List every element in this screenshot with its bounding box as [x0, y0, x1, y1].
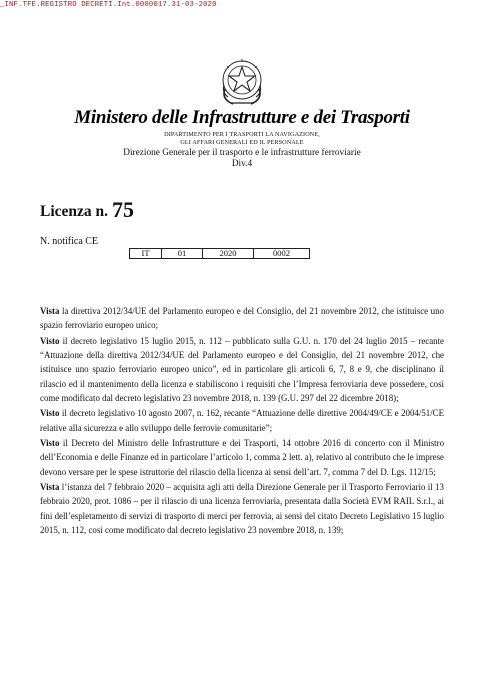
paragraph-lead: Visto — [40, 335, 60, 346]
division-name: Div.4 — [231, 159, 253, 169]
department-heading — [0, 131, 484, 148]
notification-cell: 2020 — [203, 249, 254, 259]
directorate-heading — [0, 148, 484, 170]
paragraph-text: la direttiva 2012/34/UE del Parlamento europeo e del Consiglio, del 21 novembre 2012, che istituisce uno spazio ferroviario europeo unico; — [40, 306, 444, 331]
ministry-name: Ministero delle Infrastrutture e dei Trasporti — [74, 107, 410, 128]
protocol-stamp: _INF.TFE.REGISTRO DECRETI.Int.0000017.31-03-2020 — [0, 1, 217, 9]
preamble-paragraph — [40, 480, 444, 538]
licence-label: Licenza n. — [40, 203, 109, 220]
paragraph-text: il Decreto del Ministro delle Infrastrutture e dei Trasporti, 14 ottobre 2016 di concerto con il Ministro dell’Economia e delle Finanze ed in particolare l’articolo 1, comma 2 lett. a), relativo al contributo che le imprese devono versare per le spese istruttorie del rilascio della licenza ai sensi dell’art. 7, comma 7 del D. Lgs. 112/15; — [40, 437, 444, 477]
republic-emblem-icon — [219, 57, 265, 107]
notification-number-table — [129, 248, 310, 259]
licence-heading — [40, 196, 134, 222]
paragraph-text: l’istanza del 7 febbraio 2020 – acquisita agli atti della Direzione Generale per il Trasporto Ferroviario il 13 febbraio 2020, prot. 1086 – per il rilascio di una licenza ferroviaria, presentata dalla Società EVM RAIL S.r.l., ai fini dell’espletamento di servizi di trasporto di merci per ferrovia, ai sensi del citato Decreto Legislativo 15 luglio 2015, n. 112, così come modificato dal decreto legislativo 23 novembre 2018, n. 139; — [40, 481, 444, 536]
paragraph-lead: Vista — [40, 306, 60, 316]
preamble-paragraph — [40, 304, 444, 333]
paragraph-lead: Visto — [40, 437, 60, 448]
department-line-2: GLI AFFARI GENERALI ED IL PERSONALE — [180, 139, 304, 147]
preamble-paragraph — [40, 334, 444, 406]
directorate-name: Direzione Generale per il trasporto e le infrastrutture ferroviarie — [123, 148, 361, 158]
document-body — [40, 304, 444, 538]
notification-cell: IT — [130, 249, 162, 259]
preamble-paragraph — [40, 436, 444, 479]
licence-number: 75 — [112, 197, 135, 222]
preamble-paragraph — [40, 406, 444, 435]
paragraph-lead: Vista — [40, 481, 60, 492]
notification-label: N. notifica CE — [40, 236, 99, 247]
notification-cell: 01 — [162, 249, 203, 259]
paragraph-text: il decreto legislativo 10 agosto 2007, n. 162, recante “Attuazione delle direttive 2004/49/CE e 2004/51/CE relative alla sicurezza e allo sviluppo delle ferrovie comunitarie”; — [40, 408, 444, 433]
paragraph-text: il decreto legislativo 15 luglio 2015, n. 112 – pubblicato sulla G.U. n. 170 del 24 luglio 2015 – recante “Attuazione della direttiva 2012/34/UE del Parlamento europeo e del Consiglio, del 21 novembre 2012, che istituisce uno spazio ferroviario europeo unico”, ed in particolare gli articoli 6, 7, 8 e 9, che disciplinano il rilascio ed il mantenimento della licenza e stabiliscono i requisiti che l’Impresa ferroviaria deve possedere, così come modificato dal decreto legislativo 23 novembre 2018, n. 139 (G.U. 297 del 22 dicembre 2018); — [40, 335, 444, 404]
department-line-1: DIPARTIMENTO PER I TRASPORTI LA NAVIGAZIONE, — [164, 131, 320, 138]
paragraph-lead: Visto — [40, 408, 60, 419]
notification-cell: 0002 — [254, 249, 310, 259]
